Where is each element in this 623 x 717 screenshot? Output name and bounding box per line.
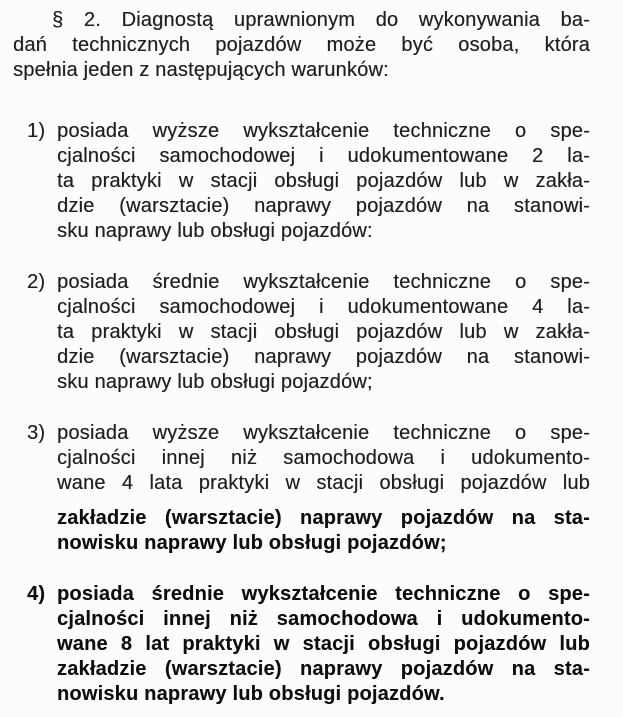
list-item-line: dzie (warsztacie) naprawy pojazdów na stanowi- xyxy=(57,195,590,217)
intro-paragraph xyxy=(13,8,590,83)
intro-line: dań technicznych pojazdów może być osoba, która xyxy=(13,34,590,56)
list-item-line: posiada średnie wykształcenie techniczne o spe- xyxy=(57,271,590,293)
list-item-line: wane 8 lat praktyki w stacji obsługi pojazdów lub xyxy=(57,633,590,655)
list-item-line: cjalności samochodowej i udokumentowane 4 la- xyxy=(57,296,590,318)
intro-line: § 2. Diagnostą uprawnionym do wykonywania ba- xyxy=(52,9,590,31)
numbered-list xyxy=(13,119,590,707)
list-item-line: dzie (warsztacie) naprawy pojazdów na stanowi- xyxy=(57,346,590,368)
list-item-line: ta praktyki w stacji obsługi pojazdów lub w zakła- xyxy=(57,170,590,192)
list-item-4 xyxy=(13,582,590,707)
list-item-1 xyxy=(13,119,590,244)
list-item-line: cjalności innej niż samochodowa i udokumento- xyxy=(57,447,590,469)
list-item-line: sku naprawy lub obsługi pojazdów: xyxy=(57,220,373,242)
list-item-line: posiada wyższe wykształcenie techniczne o spe- xyxy=(57,422,590,444)
list-item-3 xyxy=(13,421,590,556)
list-item-number: 1) xyxy=(27,120,46,142)
list-item-line: ta praktyki w stacji obsługi pojazdów lub w zakła- xyxy=(57,321,590,343)
document-content xyxy=(13,8,590,707)
list-item-line: wane 4 lata praktyki w stacji obsługi pojazdów lub xyxy=(57,472,590,494)
list-item-number: 4) xyxy=(27,583,46,605)
list-item-line: sku naprawy lub obsługi pojazdów; xyxy=(57,371,373,393)
list-item-line: nowisku naprawy lub obsługi pojazdów; xyxy=(57,532,447,554)
list-item-number: 2) xyxy=(27,271,46,293)
list-item-line: cjalności innej niż samochodowa i udokumento- xyxy=(57,608,590,630)
list-item-line: zakładzie (warsztacie) naprawy pojazdów na sta- xyxy=(57,658,590,680)
list-item-line: posiada wyższe wykształcenie techniczne o spe- xyxy=(57,120,590,142)
list-item-line: nowisku naprawy lub obsługi pojazdów. xyxy=(57,683,445,705)
list-item-line: posiada średnie wykształcenie techniczne o spe- xyxy=(57,583,590,605)
list-item-line: cjalności samochodowej i udokumentowane 2 la- xyxy=(57,145,590,167)
list-item-2 xyxy=(13,270,590,395)
list-item-line: zakładzie (warsztacie) naprawy pojazdów na sta- xyxy=(57,507,590,529)
intro-line: spełnia jeden z następujących warunków: xyxy=(13,59,389,81)
list-item-number: 3) xyxy=(27,422,46,444)
